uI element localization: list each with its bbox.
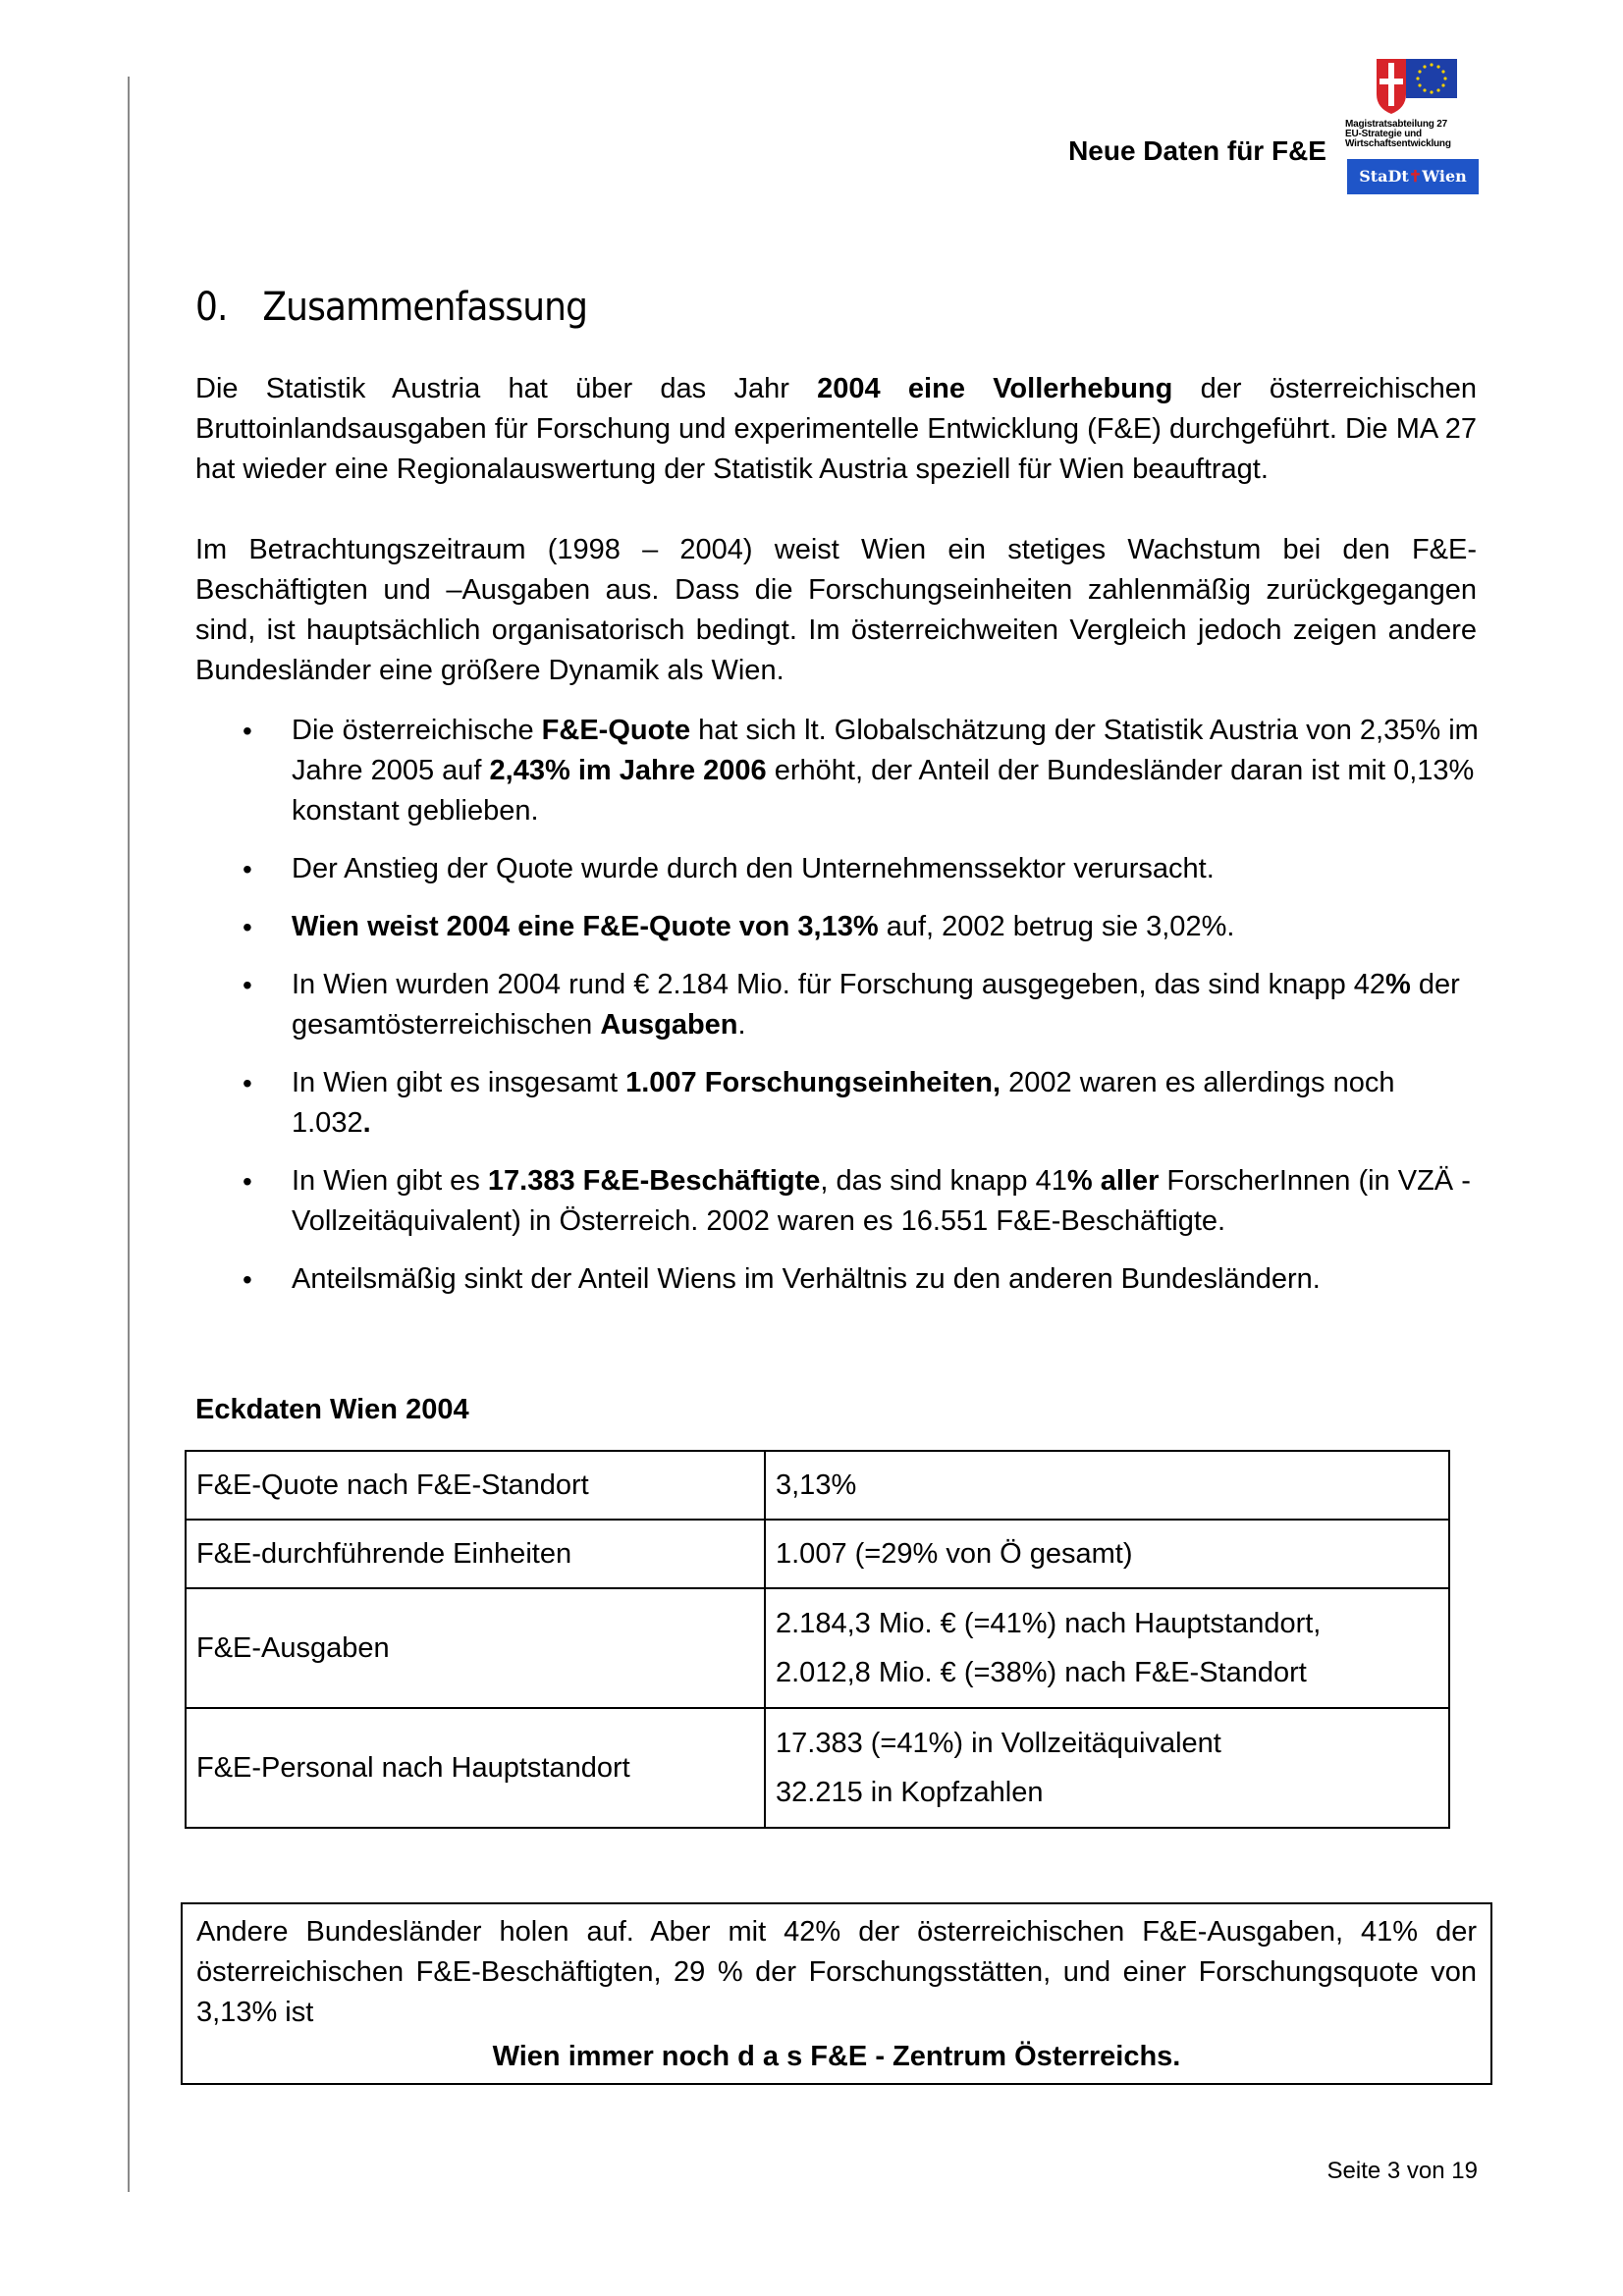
- stadt-text: StaDt: [1359, 167, 1409, 186]
- margin-line: [128, 77, 130, 2192]
- value-line: 2.184,3 Mio. € (=41%) nach Hauptstandort,: [776, 1608, 1322, 1639]
- department-label: [1345, 120, 1483, 149]
- section-heading: [195, 285, 587, 330]
- bullet-item: • In Wien wurden 2004 rund € 2.184 Mio. für Forschung ausgegeben, das sind knapp 42% der gesamtösterreichischen Ausgaben.: [195, 965, 1482, 1045]
- bullet-item: • Der Anstieg der Quote wurde durch den Unternehmenssektor verursacht.: [195, 849, 1482, 889]
- dept-line: Wirtschaftsentwicklung: [1345, 138, 1451, 149]
- dept-line: Magistratsabteilung 27: [1345, 119, 1447, 130]
- callout-box: [181, 1902, 1492, 2085]
- value-line: 17.383 (=41%) in Vollzeitäquivalent: [776, 1728, 1221, 1759]
- value-line: 2.012,8 Mio. € (=38%) nach F&E-Standort: [776, 1657, 1307, 1688]
- growth-paragraph: Im Betrachtungszeitraum (1998 – 2004) weist Wien ein stetiges Wachstum bei den F&E-Beschäftigten und –Ausgaben aus. Dass die Forschungseinheiten zahlenmäßig zurückgegangen sind, ist hauptsächlich organisatorisch bedingt. Im österreichweiten Vergleich jedoch zeigen andere Bundesländer eine größere Dynamik als Wien.: [195, 534, 1477, 686]
- table-value-cell: [765, 1708, 1449, 1828]
- stadt-wien-logo: [1345, 57, 1483, 196]
- section-title: Zusammenfassung: [262, 285, 588, 330]
- wien-text: Wien: [1422, 167, 1467, 186]
- callout-text: Andere Bundesländer holen auf. Aber mit 42% der österreichischen F&E-Ausgaben, 41% der österreichischen F&E-Beschäftigten, 29 % der Forschungsstätten, und einer Forschungsquote von 3,13% ist: [196, 1916, 1477, 2028]
- table-row: [186, 1588, 1449, 1708]
- table-key-cell: F&E-Quote nach F&E-Standort: [186, 1451, 765, 1520]
- bullet-item: • Anteilsmäßig sinkt der Anteil Wiens im Verhältnis zu den anderen Bundesländern.: [195, 1259, 1482, 1300]
- table-value-cell: 1.007 (=29% von Ö gesamt): [765, 1520, 1449, 1588]
- table-key-cell: F&E-durchführende Einheiten: [186, 1520, 765, 1588]
- callout-conclusion: Wien immer noch d a s F&E - Zentrum Österreichs.: [492, 2041, 1181, 2072]
- table-row: [186, 1708, 1449, 1828]
- bullet-item: • In Wien gibt es insgesamt 1.007 Forschungseinheiten, 2002 waren es allerdings noch 1.032.: [195, 1063, 1482, 1144]
- section-number: 0.: [195, 285, 228, 330]
- table-row: [186, 1520, 1449, 1588]
- value-line: 32.215 in Kopfzahlen: [776, 1777, 1044, 1808]
- dept-line: EU-Strategie und: [1345, 129, 1422, 139]
- eu-flag-icon: [1406, 59, 1457, 98]
- table-value-cell: 3,13%: [765, 1451, 1449, 1520]
- summary-bullet-list: [195, 711, 1482, 1317]
- bullet-item: • In Wien gibt es 17.383 F&E-Beschäftigte, das sind knapp 41% aller ForscherInnen (in VZÄ - Vollzeitäquivalent) in Österreich. 2002 waren es 16.551 F&E-Beschäftigte.: [195, 1161, 1482, 1242]
- table-key-cell: F&E-Ausgaben: [186, 1588, 765, 1708]
- eckdaten-title: Eckdaten Wien 2004: [195, 1394, 469, 1425]
- bullet-item: • Wien weist 2004 eine F&E-Quote von 3,13% auf, 2002 betrug sie 3,02%.: [195, 907, 1482, 947]
- table-row: [186, 1451, 1449, 1520]
- table-value-cell: [765, 1588, 1449, 1708]
- vienna-shield-icon: [1377, 59, 1406, 114]
- header-title: Neue Daten für F&E: [1068, 135, 1326, 166]
- intro-paragraph: Die Statistik Austria hat über das Jahr 2004 eine Vollerhebung der österreichischen Bruttoinlandsausgaben für Forschung und experimentelle Entwicklung (F&E) durchgeführt. Die MA 27 hat wieder eine Regionalauswertung der Statistik Austria speziell für Wien beauftragt.: [195, 373, 1477, 485]
- eckdaten-table: [185, 1450, 1450, 1829]
- stadt-wien-badge: StaDt✝Wien: [1347, 159, 1479, 194]
- table-key-cell: F&E-Personal nach Hauptstandort: [186, 1708, 765, 1828]
- page-number: Seite 3 von 19: [1326, 2158, 1478, 2184]
- bullet-item: • Die österreichische F&E-Quote hat sich lt. Globalschätzung der Statistik Austria von 2,35% im Jahre 2005 auf 2,43% im Jahre 2006 erhöht, der Anteil der Bundesländer daran ist mit 0,13% konstant geblieben.: [195, 711, 1482, 831]
